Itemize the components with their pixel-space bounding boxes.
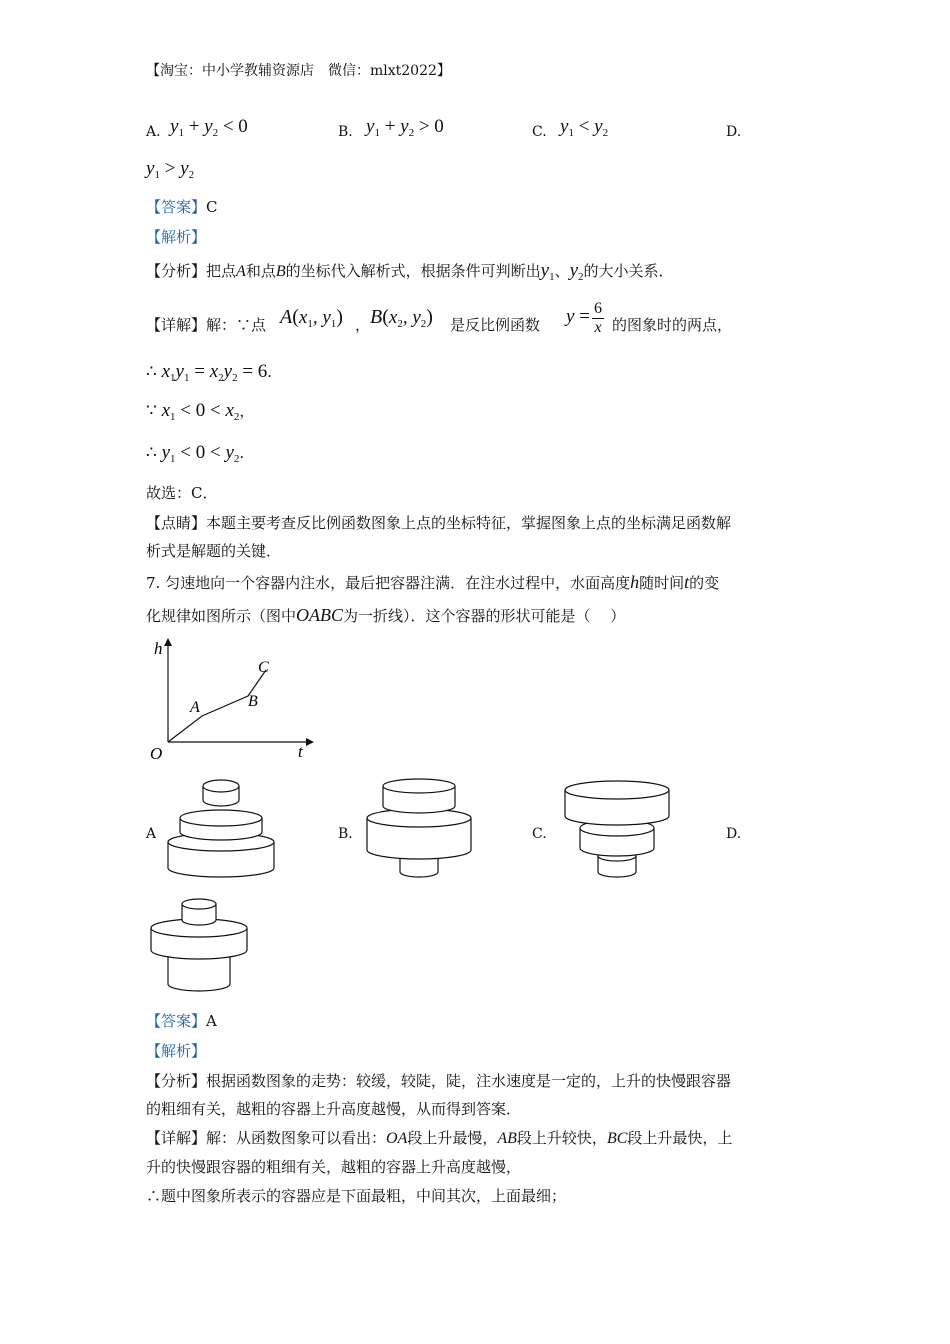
q7-graph-label-b: B bbox=[248, 693, 258, 710]
q7-analysis-tag: 【解析】 bbox=[146, 1042, 207, 1060]
q7-option-b-label: B. bbox=[338, 826, 353, 842]
q7-container-c bbox=[560, 776, 674, 882]
q6-option-a-math: $y_1 + y_2 < 0$ bbox=[170, 116, 248, 139]
q6-points-math: $A(x_1$, $y_1$) bbox=[280, 306, 343, 330]
q6-answer: 【答案】C bbox=[146, 198, 218, 216]
q6-option-c-math: $y_1 < y_2$ bbox=[560, 116, 609, 139]
q6-analysis-tag: 【解析】 bbox=[146, 228, 207, 246]
q7-graph-label-h: h bbox=[154, 639, 163, 658]
q7-graph-label-a: A bbox=[190, 699, 200, 716]
q7-container-b bbox=[362, 776, 474, 882]
q6-text-two-points: 的图象时的两点， bbox=[612, 316, 733, 334]
q6-text-fanbi: 是反比例函数 bbox=[450, 316, 541, 334]
q7-stem-line-1: 7. 匀速地向一个容器内注水，最后把容器注满．在注水过程中，水面高度h随时间t的变 bbox=[146, 572, 720, 592]
q7-fenxi-1: 【分析】根据函数图象的走势：较缓，较陡，陡，注水速度是一定的，上升的快慢跟容器 bbox=[146, 1072, 732, 1090]
page-header: 【淘宝：中小学教辅资源店 微信：mlxt2022】 bbox=[146, 63, 451, 79]
q6-step-3: ∴ $y_1 < 0 < y_2$. bbox=[146, 442, 245, 465]
q6-option-a-label: A. bbox=[146, 124, 161, 140]
q6-dianjing-2: 析式是解题的关键． bbox=[146, 542, 282, 560]
q7-graph bbox=[140, 630, 320, 765]
q6-conclusion: 故选：C． bbox=[146, 484, 218, 502]
q7-stem-line-2: 化规律如图所示（图中OABC为一折线）．这个容器的形状可能是（ ） bbox=[146, 605, 626, 625]
q7-container-a bbox=[160, 776, 282, 882]
q6-func-y: y = bbox=[566, 306, 590, 327]
q6-option-d-label: D. bbox=[726, 124, 742, 140]
q7-graph-label-t: t bbox=[298, 742, 303, 761]
q7-option-a-label: A bbox=[146, 826, 157, 842]
q7-answer: 【答案】A bbox=[146, 1012, 217, 1030]
q6-option-b-label: B. bbox=[338, 124, 353, 140]
q6-fraction: $\frac{6}{x}$ bbox=[594, 300, 602, 336]
q7-graph-x-arrow bbox=[306, 738, 314, 746]
q6-comma: ， bbox=[355, 316, 371, 334]
q6-dianjing-1: 【点睛】本题主要考查反比例函数图象上点的坐标特征，掌握图象上点的坐标满足函数解 bbox=[146, 514, 732, 532]
q6-step-2: ∵ $x_1 < 0 < x_2$， bbox=[146, 400, 255, 423]
q6-xiangjie-tag: 【详解】解：∵点 bbox=[146, 316, 267, 334]
q7-option-c-label: C. bbox=[532, 826, 547, 842]
q6-step-1: ∴ $x_1y_1 = x_2y_2 = 6$. bbox=[146, 361, 273, 384]
q7-xiangjie-1: 【详解】解：从函数图象可以看出：OA段上升最慢，AB段上升较快，BC段上升最快，上 bbox=[146, 1129, 733, 1147]
q7-xiangjie-2: 升的快慢跟容器的粗细有关，越粗的容器上升高度越慢， bbox=[146, 1158, 522, 1176]
q6-point-b-math: $B(x_2$, $y_2$) bbox=[370, 306, 433, 330]
q7-option-d-label: D. bbox=[726, 826, 742, 842]
q6-option-d-math: $y_1 > y_2$ bbox=[146, 158, 195, 181]
q6-option-c-label: C. bbox=[532, 124, 547, 140]
q7-xiangjie-3: ∴题中图象所表示的容器应是下面最粗，中间其次，上面最细； bbox=[146, 1187, 567, 1205]
q7-graph-label-o: O bbox=[150, 744, 163, 763]
q6-fenxi: 【分析】把点A和点B的坐标代入解析式，根据条件可判断出$y_1$、$y_2$的大小关系． bbox=[146, 260, 674, 283]
q6-option-b-math: $y_1 + y_2 > 0$ bbox=[366, 116, 444, 139]
q7-container-d bbox=[146, 892, 252, 998]
q7-graph-label-c: C bbox=[258, 659, 269, 676]
q7-fenxi-2: 的粗细有关，越粗的容器上升高度越慢，从而得到答案． bbox=[146, 1100, 522, 1118]
q7-graph-y-arrow bbox=[164, 638, 172, 646]
